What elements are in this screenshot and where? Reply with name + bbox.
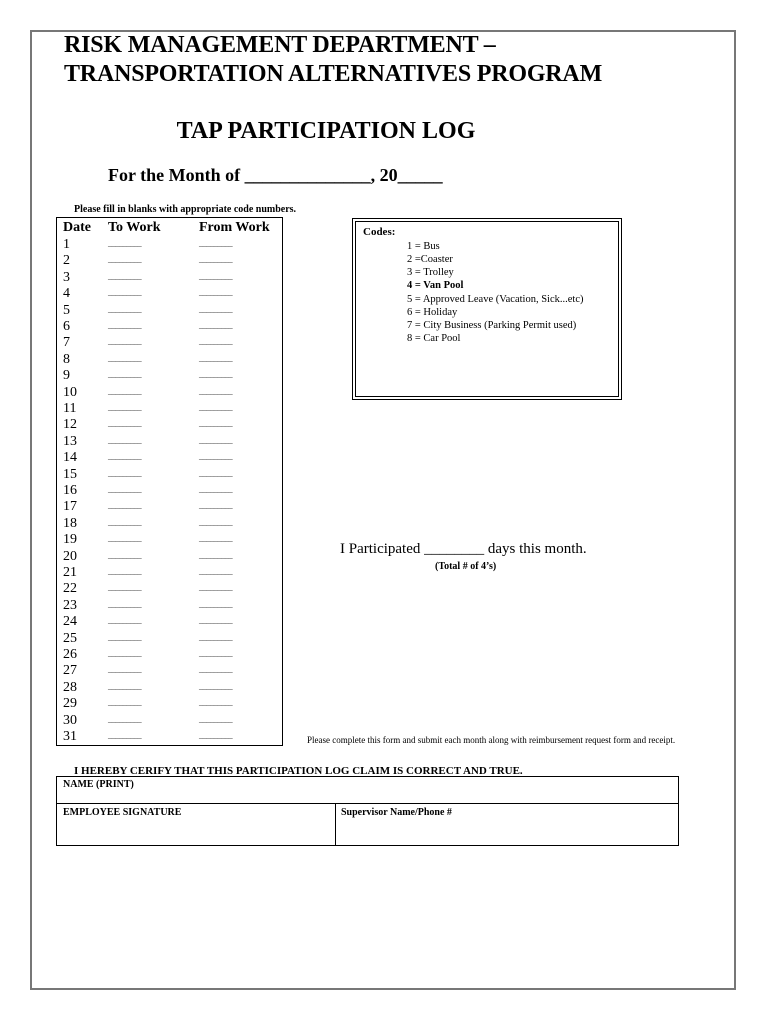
- signature-table-divider: [56, 803, 679, 804]
- name-print-field[interactable]: NAME (PRINT): [63, 779, 134, 790]
- to-work-entry[interactable]: _________: [108, 550, 142, 560]
- code-car-pool: 8 = Car Pool: [407, 333, 461, 344]
- day-number: 4: [63, 286, 70, 302]
- from-work-entry[interactable]: _________: [199, 255, 233, 265]
- supervisor-field[interactable]: Supervisor Name/Phone #: [341, 807, 452, 818]
- log-row: [0, 368, 290, 384]
- to-work-entry[interactable]: _________: [108, 616, 142, 626]
- log-row: [0, 483, 290, 499]
- from-work-entry[interactable]: _________: [199, 632, 233, 642]
- log-row: [0, 434, 290, 450]
- day-number: 3: [63, 269, 70, 285]
- code-trolley: 3 = Trolley: [407, 267, 454, 278]
- to-work-entry[interactable]: _________: [108, 239, 142, 248]
- log-row: [0, 631, 290, 647]
- submit-instructions: Please complete this form and submit each month along with reimbursement request form and receipt.: [307, 735, 676, 745]
- program-title: TRANSPORTATION ALTERNATIVES PROGRAM: [64, 61, 603, 87]
- month-year-field[interactable]: For the Month of ______________, 20_____: [108, 165, 443, 185]
- day-number: 5: [63, 302, 70, 318]
- from-work-entry[interactable]: _________: [199, 731, 233, 740]
- date-column-header: Date: [63, 220, 91, 235]
- to-work-entry[interactable]: _________: [108, 534, 142, 544]
- log-row: [0, 549, 290, 565]
- day-number: 25: [63, 630, 77, 646]
- to-work-entry[interactable]: _________: [108, 419, 142, 429]
- to-work-entry[interactable]: _________: [108, 468, 142, 478]
- log-row: [0, 647, 290, 663]
- log-title: TAP PARTICIPATION LOG: [176, 118, 476, 144]
- to-work-entry[interactable]: _________: [108, 649, 142, 658]
- from-work-entry[interactable]: _________: [199, 517, 233, 527]
- to-work-entry[interactable]: _________: [108, 681, 142, 691]
- log-row: [0, 713, 290, 729]
- from-work-column-header: From Work: [199, 220, 270, 235]
- employee-signature-field[interactable]: EMPLOYEE SIGNATURE: [63, 807, 182, 818]
- from-work-entry[interactable]: _________: [199, 271, 233, 281]
- log-row: [0, 565, 290, 581]
- day-number: 1: [63, 237, 70, 252]
- log-row: [0, 680, 290, 696]
- instructions-text: Please fill in blanks with appropriate code numbers.: [74, 204, 297, 215]
- day-number: 14: [63, 450, 77, 466]
- day-number: 13: [63, 433, 77, 449]
- to-work-entry[interactable]: _________: [108, 435, 142, 445]
- to-work-entry[interactable]: _________: [108, 403, 142, 412]
- to-work-entry[interactable]: _________: [108, 731, 142, 740]
- from-work-entry[interactable]: _________: [199, 698, 233, 708]
- day-number: 2: [63, 253, 70, 269]
- from-work-entry[interactable]: _________: [199, 304, 233, 314]
- code-city-business: 7 = City Business (Parking Permit used): [407, 320, 577, 331]
- code-approved-leave: 5 = Approved Leave (Vacation, Sick...etc): [407, 294, 584, 305]
- day-number: 18: [63, 515, 77, 531]
- from-work-entry[interactable]: _________: [199, 485, 233, 494]
- log-row: [0, 516, 290, 532]
- log-row: [0, 499, 290, 515]
- to-work-entry[interactable]: _________: [108, 452, 142, 462]
- to-work-entry[interactable]: _________: [108, 353, 142, 363]
- from-work-entry[interactable]: _________: [199, 239, 233, 248]
- day-number: 22: [63, 581, 77, 597]
- to-work-entry[interactable]: _________: [108, 698, 142, 708]
- certification-statement: I HEREBY CERIFY THAT THIS PARTICIPATION LOG CLAIM IS CORRECT AND TRUE.: [74, 765, 523, 777]
- day-number: 16: [63, 483, 77, 498]
- to-work-entry[interactable]: _________: [108, 271, 142, 281]
- day-number: 17: [63, 499, 77, 515]
- to-work-entry[interactable]: _________: [108, 665, 142, 675]
- from-work-entry[interactable]: _________: [199, 649, 233, 658]
- from-work-entry[interactable]: _________: [199, 550, 233, 560]
- codes-title: Codes:: [363, 226, 396, 238]
- from-work-entry[interactable]: _________: [199, 435, 233, 445]
- to-work-entry[interactable]: _________: [108, 714, 142, 724]
- log-row: [0, 532, 290, 548]
- log-row: [0, 385, 290, 401]
- days-participated-field[interactable]: I Participated ________ days this month.: [340, 541, 587, 557]
- from-work-entry[interactable]: _________: [199, 665, 233, 675]
- day-number: 10: [63, 384, 77, 400]
- to-work-entry[interactable]: _________: [108, 304, 142, 314]
- log-row: [0, 352, 290, 368]
- from-work-entry[interactable]: _________: [199, 452, 233, 462]
- day-number: 31: [63, 729, 77, 744]
- from-work-entry[interactable]: _________: [199, 468, 233, 478]
- day-number: 26: [63, 647, 77, 662]
- day-number: 24: [63, 614, 77, 630]
- log-row: [0, 401, 290, 417]
- log-row: [0, 253, 290, 269]
- log-row: [0, 450, 290, 466]
- total-note: (Total # of 4’s): [435, 561, 497, 572]
- day-number: 9: [63, 368, 70, 384]
- codes-box-inner: [355, 221, 619, 397]
- to-work-entry[interactable]: _________: [108, 337, 142, 347]
- day-number: 12: [63, 417, 77, 433]
- day-number: 21: [63, 565, 77, 580]
- log-row: [0, 467, 290, 483]
- code-van-pool: 4 = Van Pool: [407, 280, 464, 291]
- to-work-entry[interactable]: _________: [108, 321, 142, 330]
- day-number: 7: [63, 335, 70, 351]
- from-work-entry[interactable]: _________: [199, 583, 233, 593]
- log-row: [0, 614, 290, 630]
- day-number: 15: [63, 466, 77, 482]
- from-work-entry[interactable]: _________: [199, 599, 233, 609]
- from-work-entry[interactable]: _________: [199, 353, 233, 363]
- to-work-column-header: To Work: [108, 220, 161, 235]
- log-row: [0, 696, 290, 712]
- log-row: [0, 303, 290, 319]
- log-row: [0, 319, 290, 335]
- to-work-entry[interactable]: _________: [108, 501, 142, 511]
- from-work-entry[interactable]: _________: [199, 403, 233, 412]
- log-row: [0, 417, 290, 433]
- to-work-entry[interactable]: _________: [108, 517, 142, 527]
- to-work-entry[interactable]: _________: [108, 370, 142, 380]
- log-row: [0, 581, 290, 597]
- from-work-entry[interactable]: _________: [199, 321, 233, 330]
- department-title: RISK MANAGEMENT DEPARTMENT –: [64, 32, 496, 58]
- log-row: [0, 270, 290, 286]
- to-work-entry[interactable]: _________: [108, 255, 142, 265]
- day-number: 23: [63, 597, 77, 613]
- from-work-entry[interactable]: _________: [199, 567, 233, 576]
- from-work-entry[interactable]: _________: [199, 337, 233, 347]
- from-work-entry[interactable]: _________: [199, 534, 233, 544]
- code-coaster: 2 =Coaster: [407, 254, 453, 265]
- to-work-entry[interactable]: _________: [108, 288, 142, 298]
- log-row: [0, 335, 290, 351]
- day-number: 11: [63, 401, 77, 416]
- log-row: [0, 286, 290, 302]
- to-work-entry[interactable]: _________: [108, 386, 142, 396]
- signature-table-column-divider: [335, 803, 336, 846]
- day-number: 27: [63, 663, 77, 679]
- day-number: 8: [63, 351, 70, 367]
- from-work-entry[interactable]: _________: [199, 370, 233, 380]
- to-work-entry[interactable]: _________: [108, 583, 142, 593]
- from-work-entry[interactable]: _________: [199, 386, 233, 396]
- log-row: [0, 598, 290, 614]
- code-holiday: 6 = Holiday: [407, 307, 458, 318]
- day-number: 30: [63, 712, 77, 728]
- from-work-entry[interactable]: _________: [199, 616, 233, 626]
- day-number: 6: [63, 319, 70, 334]
- from-work-entry[interactable]: _________: [199, 288, 233, 298]
- to-work-entry[interactable]: _________: [108, 485, 142, 494]
- to-work-entry[interactable]: _________: [108, 632, 142, 642]
- to-work-entry[interactable]: _________: [108, 599, 142, 609]
- log-row: [0, 729, 290, 745]
- to-work-entry[interactable]: _________: [108, 567, 142, 576]
- from-work-entry[interactable]: _________: [199, 501, 233, 511]
- day-number: 20: [63, 548, 77, 564]
- from-work-entry[interactable]: _________: [199, 419, 233, 429]
- from-work-entry[interactable]: _________: [199, 681, 233, 691]
- log-row: [0, 237, 290, 253]
- from-work-entry[interactable]: _________: [199, 714, 233, 724]
- log-row: [0, 663, 290, 679]
- code-bus: 1 = Bus: [407, 241, 440, 252]
- day-number: 29: [63, 696, 77, 712]
- day-number: 28: [63, 679, 77, 695]
- day-number: 19: [63, 532, 77, 548]
